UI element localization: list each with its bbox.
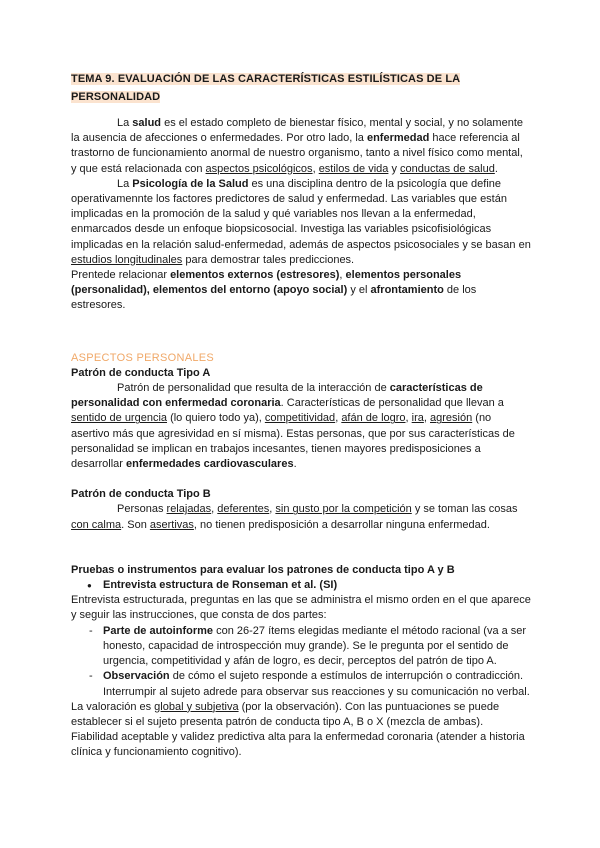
term-salud: salud: [132, 117, 162, 129]
underlined-term: conductas de salud: [400, 162, 495, 175]
text: para demostrar tales predicciones.: [182, 253, 355, 266]
dash-marker: -: [89, 624, 93, 637]
text: La: [117, 177, 133, 190]
text: ,: [269, 503, 276, 516]
text: ,: [312, 162, 319, 175]
text: es el estado completo de bienestar físico, mental y social, y no solamente la ausencia de afecciones o enfermedades. Por otro lado, la: [71, 117, 523, 145]
underlined-term: estilos de vida: [318, 162, 389, 175]
text: hace referencia al trastorno de funcionamiento anormal de nuestro organismo, tanto a nivel físico como mental, y que está relacionada con: [71, 132, 523, 175]
tipo-a-paragraph: [71, 381, 531, 472]
dash-item-observacion: [71, 669, 531, 699]
text: ,: [339, 269, 346, 282]
pruebas-intro: Entrevista estructurada, preguntas en las que se administra el mismo orden en el que aparece y seguir las instrucciones, que consta de dos partes:: [71, 594, 531, 622]
text: Personas: [117, 503, 167, 516]
text: ,: [211, 503, 218, 516]
underlined-term: con calma: [71, 518, 122, 531]
term-psicologia-salud: Psicología de la Salud: [132, 177, 249, 190]
underlined-term: competitividad: [264, 412, 336, 425]
title-block: [71, 70, 531, 106]
bold-term: características de personalidad con enfermedad coronaria: [71, 382, 483, 410]
text: .: [293, 458, 297, 471]
bold-term: Parte de autoinforme: [103, 624, 214, 637]
text: ,: [405, 412, 412, 425]
underlined-term: asertivas: [149, 518, 194, 531]
text: , no tienen predisposición a desarrollar ninguna enfermedad.: [193, 518, 490, 531]
section-heading: ASPECTOS PERSONALES: [71, 351, 215, 364]
text: de los estresores.: [71, 284, 477, 312]
text: y el: [347, 284, 371, 297]
underlined-term: estudios longitudinales: [71, 253, 183, 266]
underlined-term: agresión: [430, 412, 473, 425]
valoracion-paragraph: [71, 700, 531, 761]
bold-term: enfermedades cardiovasculares: [126, 458, 294, 471]
document-page: [71, 70, 531, 761]
text: La valoración es: [71, 700, 155, 713]
term-enfermedad: enfermedad: [366, 132, 430, 145]
bold-term: afrontamiento: [370, 284, 444, 297]
underlined-term: aspectos psicológicos: [205, 162, 313, 175]
text: Prentede relacionar: [71, 269, 171, 282]
bold-term: elementos externos (estresores): [170, 269, 340, 282]
text: (no asertivo más que agresividad en sí misma). Estas personas, que por sus características de personalidad se implican en trabajos incesantes, tienen mayores predisposiciones a desarrollar: [71, 412, 515, 471]
page-title: TEMA 9. EVALUACIÓN DE LAS CARACTERÍSTICAS ESTILÍSTICAS DE LA PERSONALIDAD: [71, 73, 461, 103]
text: y: [388, 162, 401, 175]
text: (por la observación). Con las puntuaciones se puede establecer si el sujeto presenta patrón de conducta tipo A, B o X (mezcla de ambas). Fiabilidad aceptable y validez predictiva alta para la enfermedad coronaria (atender a historia clínica y funcionamiento cognitivo).: [71, 700, 525, 759]
underlined-term: afán de logro: [341, 412, 406, 425]
intro-paragraph-psicologia: [71, 177, 531, 268]
bullet-entrevista: ● Entrevista estructura de Ronseman et al. (SI): [71, 578, 531, 593]
bold-term: elementos personales (personalidad), elementos del entorno (apoyo social): [71, 269, 462, 297]
text: . Características de personalidad que llevan a: [280, 397, 504, 410]
text: es una disciplina dentro de la psicología que define operativamennte los factores predictores de salud y enfermedad. Las variables que están implicadas en la promoción de la salud y qué variables nos llevan a la enfermedad, enmarcados desde un enfoque biopsicosocial. Investiga las variables psicofisiológicas implicadas en la relación salud-enfermedad, además de aspectos psicosociales y se basan en: [71, 177, 531, 251]
underlined-term: sentido de urgencia: [71, 412, 168, 425]
text: ,: [423, 412, 431, 425]
underlined-term: ira: [411, 412, 424, 425]
text: . Son: [121, 518, 150, 531]
bold-term: Observación: [103, 670, 170, 683]
text: La: [117, 117, 133, 129]
tipo-b-heading: Patrón de conducta Tipo B: [71, 488, 211, 501]
dash-marker: -: [89, 670, 93, 683]
text: ,: [335, 412, 342, 425]
text: y se toman las cosas: [411, 503, 518, 516]
pruebas-heading: Pruebas o instrumentos para evaluar los patrones de conducta tipo A y B: [71, 563, 455, 576]
underlined-term: deferentes: [217, 503, 270, 516]
text: .: [494, 162, 498, 175]
spacer: [71, 472, 531, 487]
underlined-term: relajadas: [166, 503, 212, 516]
intro-paragraph-relacionar: [71, 268, 531, 314]
dash-item-autoinforme: [71, 624, 531, 670]
tipo-a-heading: Patrón de conducta Tipo A: [71, 366, 211, 379]
tipo-b-paragraph: [71, 502, 531, 532]
text: Patrón de personalidad que resulta de la interacción de: [117, 382, 390, 395]
text: de cómo el sujeto responde a estímulos de interrupción o contradicción. Interrumpir al sujeto adrede para observar sus reacciones y su comunicación no verbal.: [103, 670, 530, 698]
underlined-term: global y subjetiva: [154, 700, 239, 713]
text: con 26-27 ítems elegidas mediante el método racional (va a ser honesto, capacidad de introspección muy grande). Se le pregunta por el sentido de urgencia, competitividad y afán de logro, es decir, perceptos del patrón de tipo A.: [103, 624, 527, 668]
text: (lo quiero todo ya),: [167, 412, 265, 425]
intro-paragraph-salud: [71, 116, 531, 177]
underlined-term: sin gusto por la competición: [275, 503, 412, 516]
spacer: [71, 533, 531, 563]
